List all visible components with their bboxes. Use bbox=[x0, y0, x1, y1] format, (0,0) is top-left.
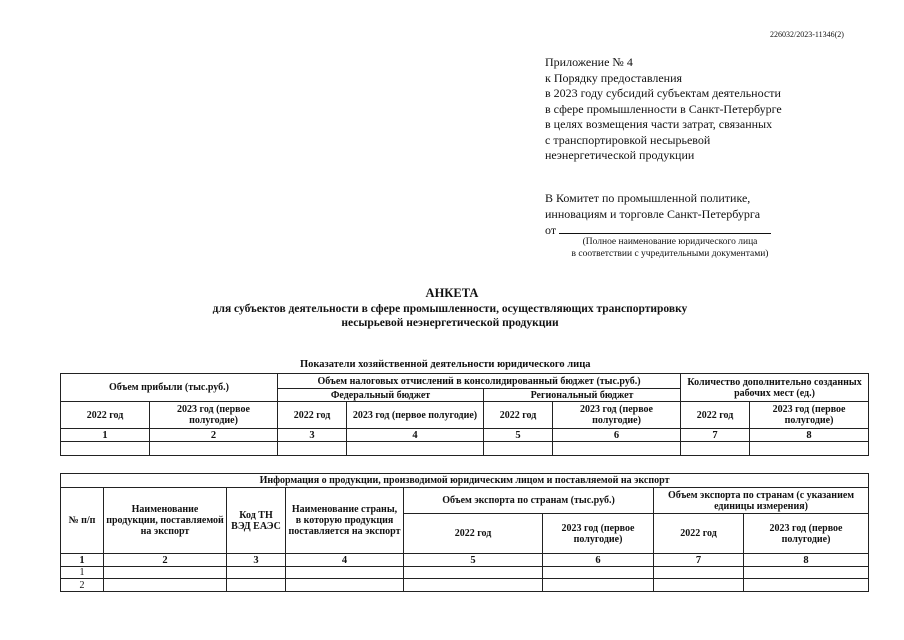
addressee-line: инновациям и торговле Санкт-Петербурга bbox=[545, 206, 761, 221]
from-hint-line: в соответствии с учредительными документами) bbox=[571, 249, 769, 259]
export-products-table bbox=[60, 473, 869, 592]
input-cell[interactable] bbox=[484, 442, 553, 456]
column-number: 7 bbox=[681, 429, 750, 442]
year-2023-header: 2023 год (первое полугодие) bbox=[347, 402, 484, 429]
column-number: 3 bbox=[227, 554, 286, 567]
addressee-line: В Комитет по промышленной политике, bbox=[545, 191, 751, 205]
input-cell[interactable] bbox=[286, 567, 404, 579]
input-cell[interactable] bbox=[553, 442, 681, 456]
input-cell[interactable] bbox=[278, 442, 347, 456]
addressee-block bbox=[545, 191, 771, 239]
product-name-header: Наименование продукции, поставляемой на экспорт bbox=[104, 488, 227, 554]
input-cell[interactable] bbox=[654, 567, 744, 579]
input-cell[interactable] bbox=[104, 579, 227, 592]
year-2022-header: 2022 год bbox=[278, 402, 347, 429]
appendix-line: с транспортировкой несырьевой bbox=[545, 132, 711, 147]
export-volume-rub-header: Объем экспорта по странам (тыс.руб.) bbox=[404, 488, 654, 514]
tax-header: Объем налоговых отчислений в консолидированный бюджет (тыс.руб.) bbox=[278, 374, 681, 389]
appendix-line: в 2023 году субсидий субъектам деятельности bbox=[545, 86, 781, 100]
input-cell[interactable] bbox=[404, 567, 543, 579]
country-header: Наименование страны, в которую продукция поставляется на экспорт bbox=[286, 488, 404, 554]
regional-budget-header: Региональный бюджет bbox=[484, 389, 681, 402]
column-number: 2 bbox=[150, 429, 278, 442]
year-2023-header: 2023 год (первое полугодие) bbox=[553, 402, 681, 429]
row-number: 1 bbox=[61, 567, 104, 579]
appendix-line: неэнергетической продукции bbox=[545, 148, 695, 162]
column-number: 5 bbox=[484, 429, 553, 442]
column-number: 6 bbox=[553, 429, 681, 442]
appendix-line: в целях возмещения части затрат, связанных bbox=[545, 117, 773, 131]
year-2022-header: 2022 год bbox=[404, 514, 543, 554]
year-2023-header: 2023 год (первое полугодие) bbox=[744, 514, 869, 554]
input-cell[interactable] bbox=[150, 442, 278, 456]
export-volume-unit-header: Объем экспорта по странам (с указанием единицы измерения) bbox=[654, 488, 869, 514]
year-2023-header: 2023 год (первое полугодие) bbox=[543, 514, 654, 554]
input-cell[interactable] bbox=[227, 567, 286, 579]
year-2023-header: 2023 год (первое полугодие) bbox=[750, 402, 869, 429]
appendix-line: к Порядку предоставления bbox=[545, 70, 683, 85]
column-number: 6 bbox=[543, 554, 654, 567]
input-cell[interactable] bbox=[347, 442, 484, 456]
tnved-code-header: Код ТН ВЭД ЕАЭС bbox=[227, 488, 286, 554]
document-number: 226032/2023-11346(2) bbox=[770, 30, 844, 39]
column-number: 5 bbox=[404, 554, 543, 567]
subtitle-line: для субъектов деятельности в сфере промышленности, осуществляющих транспортировку bbox=[212, 303, 688, 315]
appendix-line: в сфере промышленности в Санкт-Петербурге bbox=[545, 101, 782, 116]
profit-header: Объем прибыли (тыс.руб.) bbox=[61, 374, 278, 402]
column-number: 1 bbox=[61, 554, 104, 567]
column-number: 3 bbox=[278, 429, 347, 442]
column-number: 7 bbox=[654, 554, 744, 567]
from-hint-line: (Полное наименование юридического лица bbox=[582, 237, 758, 247]
input-cell[interactable] bbox=[104, 567, 227, 579]
table2-caption: Информация о продукции, производимой юридическим лицом и поставляемой на экспорт bbox=[61, 474, 869, 488]
year-2022-header: 2022 год bbox=[681, 402, 750, 429]
table1-caption: Показатели хозяйственной деятельности юридического лица bbox=[300, 359, 591, 370]
federal-budget-header: Федеральный бюджет bbox=[278, 389, 484, 402]
input-cell[interactable] bbox=[404, 579, 543, 592]
jobs-header: Количество дополнительно созданных рабочих мест (ед.) bbox=[681, 374, 869, 402]
year-2022-header: 2022 год bbox=[61, 402, 150, 429]
input-cell[interactable] bbox=[750, 442, 869, 456]
input-cell[interactable] bbox=[286, 579, 404, 592]
input-cell[interactable] bbox=[744, 579, 869, 592]
input-cell[interactable] bbox=[227, 579, 286, 592]
business-indicators-table bbox=[60, 373, 869, 456]
from-label: от bbox=[545, 223, 557, 237]
input-cell[interactable] bbox=[744, 567, 869, 579]
subtitle-line: несырьевой неэнергетической продукции bbox=[341, 317, 559, 329]
input-cell[interactable] bbox=[543, 579, 654, 592]
column-number: 8 bbox=[750, 429, 869, 442]
form-title: АНКЕТА bbox=[425, 286, 479, 300]
year-2023-header: 2023 год (первое полугодие) bbox=[150, 402, 278, 429]
input-cell[interactable] bbox=[654, 579, 744, 592]
row-number: 2 bbox=[61, 579, 104, 592]
input-cell[interactable] bbox=[681, 442, 750, 456]
column-number: 8 bbox=[744, 554, 869, 567]
column-number: 4 bbox=[286, 554, 404, 567]
number-header: № п/п bbox=[61, 488, 104, 554]
input-cell[interactable] bbox=[61, 442, 150, 456]
column-number: 1 bbox=[61, 429, 150, 442]
column-number: 2 bbox=[104, 554, 227, 567]
year-2022-header: 2022 год bbox=[484, 402, 553, 429]
form-subtitle bbox=[120, 302, 780, 330]
year-2022-header: 2022 год bbox=[654, 514, 744, 554]
from-blank-field[interactable] bbox=[559, 222, 771, 234]
appendix-line: Приложение № 4 bbox=[545, 55, 633, 69]
from-hint bbox=[540, 236, 800, 260]
appendix-block bbox=[545, 55, 782, 164]
column-number: 4 bbox=[347, 429, 484, 442]
input-cell[interactable] bbox=[543, 567, 654, 579]
